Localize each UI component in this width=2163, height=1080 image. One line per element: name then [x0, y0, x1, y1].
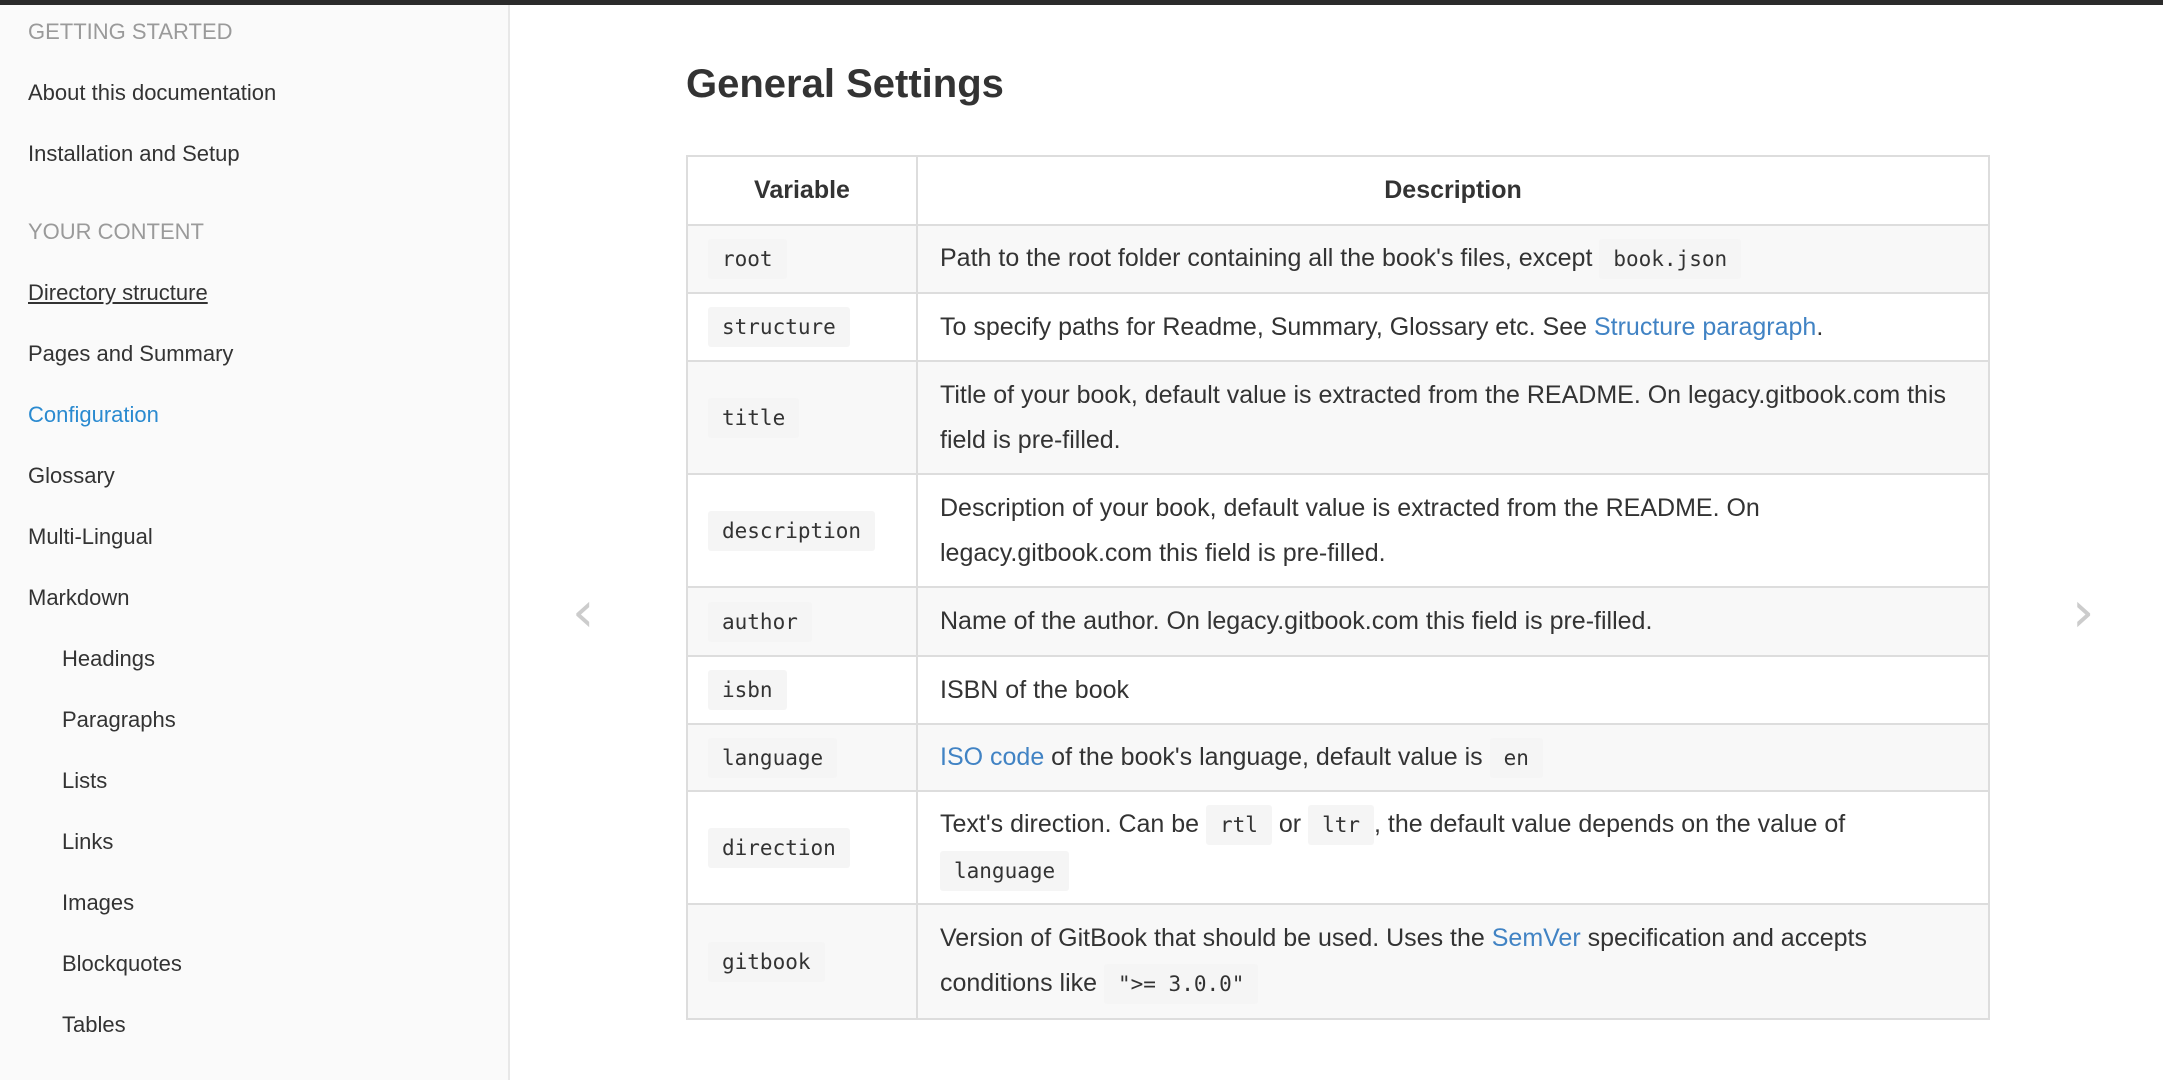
sidebar-item-multi-lingual[interactable]: Multi-Lingual	[28, 524, 153, 549]
sidebar-item-installation[interactable]: Installation and Setup	[28, 141, 240, 166]
section-header-getting-started: GETTING STARTED	[28, 19, 233, 44]
table-header-row	[687, 156, 1989, 225]
inline-code: language	[940, 851, 1069, 891]
description-cell	[917, 293, 1989, 361]
sidebar-item-glossary[interactable]: Glossary	[28, 463, 115, 488]
section-header-your-content: YOUR CONTENT	[28, 219, 204, 244]
sidebar-item-pages-summary[interactable]: Pages and Summary	[28, 341, 234, 366]
description-text: Version of GitBook that should be used. Uses the	[940, 924, 1492, 952]
table-row	[687, 225, 1989, 293]
description-text: or	[1271, 809, 1309, 838]
description-text: Text's direction. Can be	[940, 809, 1207, 838]
table-row	[687, 361, 1989, 474]
description-text: specification and accepts conditions like	[940, 924, 1867, 997]
variable-name: isbn	[708, 670, 787, 710]
description-text: .	[1816, 312, 1824, 341]
sidebar-item-images[interactable]: Images	[62, 890, 135, 915]
chevron-right-icon[interactable]: ›	[2072, 580, 2095, 645]
table-row	[687, 656, 1989, 724]
sidebar-item-links[interactable]: Links	[62, 829, 114, 854]
inline-code: book.json	[1599, 239, 1741, 279]
table-row	[687, 474, 1989, 587]
page-title: General Settings	[686, 62, 1004, 106]
description-cell	[917, 724, 1989, 791]
description-text: , the default value depends on the value of	[1374, 809, 1846, 838]
inline-code: rtl	[1206, 805, 1272, 845]
description-cell: Title of your book, default value is extracted from the README. On legacy.gitbook.com this field is pre-filled.	[917, 361, 1989, 474]
table-row	[687, 724, 1989, 791]
column-header-variable: Variable	[687, 156, 917, 225]
structure-paragraph-link[interactable]: Structure paragraph	[1593, 312, 1817, 341]
variable-name: title	[708, 398, 799, 438]
inline-code: ltr	[1308, 805, 1374, 845]
table-row	[687, 293, 1989, 361]
variable-name: root	[708, 239, 787, 279]
description-text: Path to the root folder containing all the book's files, except	[940, 244, 1600, 272]
description-cell	[917, 904, 1989, 1019]
sidebar-item-about[interactable]: About this documentation	[28, 80, 277, 105]
chevron-left-icon[interactable]: ‹	[572, 580, 595, 645]
inline-code: en	[1490, 738, 1543, 778]
sidebar-item-tables[interactable]: Tables	[62, 1012, 126, 1037]
sidebar-item-lists[interactable]: Lists	[62, 768, 108, 793]
description-text: of the book's language, default value is	[1044, 742, 1490, 771]
variable-name: language	[708, 738, 837, 778]
variable-name: structure	[708, 307, 850, 347]
semver-link[interactable]: SemVer	[1491, 924, 1581, 952]
variable-name: gitbook	[708, 942, 825, 982]
sidebar-item-headings[interactable]: Headings	[62, 646, 155, 671]
variable-name: direction	[708, 828, 850, 868]
table-row	[687, 904, 1989, 1019]
table-row	[687, 587, 1989, 656]
table-row	[687, 791, 1989, 904]
sidebar-item-blockquotes[interactable]: Blockquotes	[62, 951, 182, 976]
description-cell: Description of your book, default value is extracted from the README. On legacy.gitbook.com this field is pre-filled.	[917, 474, 1989, 587]
settings-table	[686, 155, 1990, 1020]
sidebar-item-configuration[interactable]: Configuration	[28, 402, 159, 427]
description-cell: ISBN of the book	[917, 656, 1989, 724]
variable-name: author	[708, 602, 812, 642]
sidebar	[0, 5, 510, 1080]
sidebar-item-markdown[interactable]: Markdown	[28, 585, 130, 610]
variable-name: description	[708, 511, 875, 551]
description-cell	[917, 225, 1989, 293]
iso-code-link[interactable]: ISO code	[940, 742, 1045, 771]
column-header-description: Description	[917, 156, 1989, 225]
inline-code: ">= 3.0.0"	[1104, 964, 1258, 1004]
description-cell: Name of the author. On legacy.gitbook.com this field is pre-filled.	[917, 587, 1989, 656]
sidebar-item-directory-structure[interactable]: Directory structure	[28, 280, 208, 305]
description-text: To specify paths for Readme, Summary, Glossary etc. See	[940, 312, 1594, 341]
description-cell	[917, 791, 1989, 904]
sidebar-item-paragraphs[interactable]: Paragraphs	[62, 707, 176, 732]
